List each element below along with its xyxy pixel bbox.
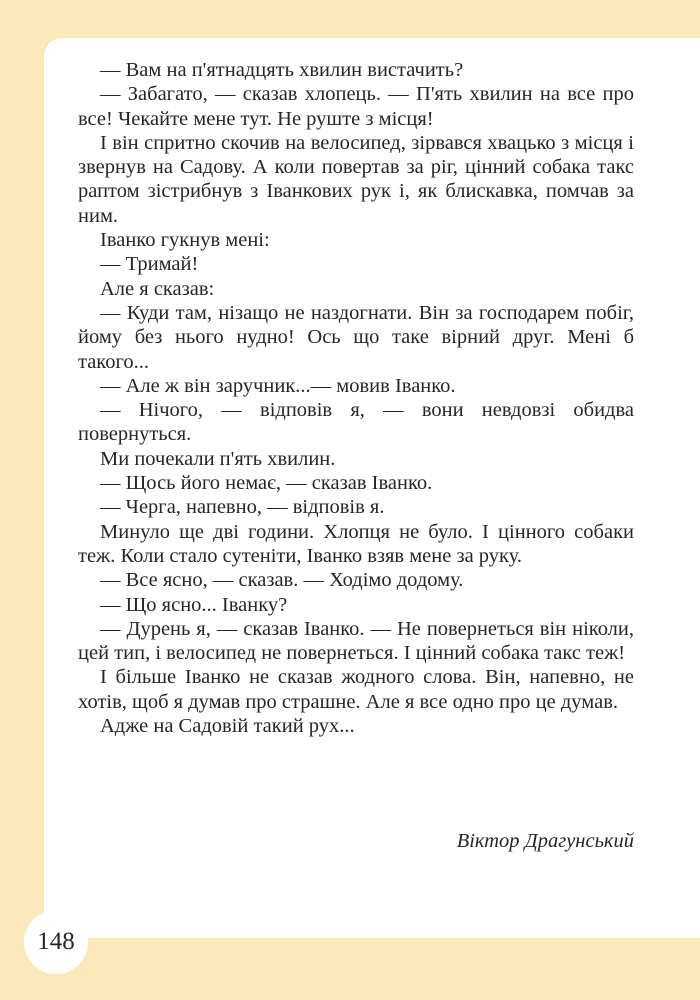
paragraph: — Що ясно... Іванку? xyxy=(100,593,288,616)
paragraph: Адже на Садовій такий рух... xyxy=(100,715,355,738)
paragraph: — Забагато, — сказав хлопець. — П'ять хвилин на все про все! Чекайте мене тут. Не руште з місця! xyxy=(78,83,634,130)
paragraph: — Куди там, нізащо не наздогнати. Він за господарем побіг, йому без нього нудно! Ось що таке вірний друг. Мені б такого... xyxy=(78,301,634,373)
paragraph: — Нічого, — відповів я, — вони невдовзі обидва повернуться. xyxy=(78,399,634,446)
paragraph: — Але ж він заручник...— мовив Іванко. xyxy=(100,374,456,397)
paragraph: І він спритно скочив на велосипед, зірвався хвацько з місця і звернув на Садову. А коли повертав за ріг, цінний собака такс раптом зістрибнув з Іванкових рук і, як блискавка, помчав за ним. xyxy=(78,131,634,227)
page-number: 148 xyxy=(24,910,88,974)
paragraph: — Все ясно, — сказав. — Ходімо додому. xyxy=(100,569,464,592)
paragraph: Але я сказав: xyxy=(100,277,215,300)
paragraph: І більше Іванко не сказав жодного слова. Він, напевно, не хотів, щоб я думав про страшне. Але я все одно про це думав. xyxy=(78,666,634,713)
paragraph: — Вам на п'ятнадцять хвилин вистачить? xyxy=(100,59,464,81)
paragraph: — Дурень я, — сказав Іванко. — Не повернеться він ніколи, цей тип, і велосипед не повернеться. І цінний собака такс теж! xyxy=(78,617,634,665)
paragraph: Іванко гукнув мені: xyxy=(100,229,270,252)
paragraph: Минуло ще дві години. Хлопця не було. І цінного собаки теж. Коли стало сутеніти, Іванко взяв мене за руку. xyxy=(78,520,634,567)
paragraph: — Тримай! xyxy=(100,253,199,276)
story-text xyxy=(78,58,634,738)
paragraph: — Щось його немає, — сказав Іванко. xyxy=(100,472,433,495)
author-signature: Віктор Драгунський xyxy=(456,830,634,852)
paragraph: — Черга, напевно, — відповів я. xyxy=(100,496,385,519)
paragraph: Ми почекали п'ять хвилин. xyxy=(100,447,336,470)
